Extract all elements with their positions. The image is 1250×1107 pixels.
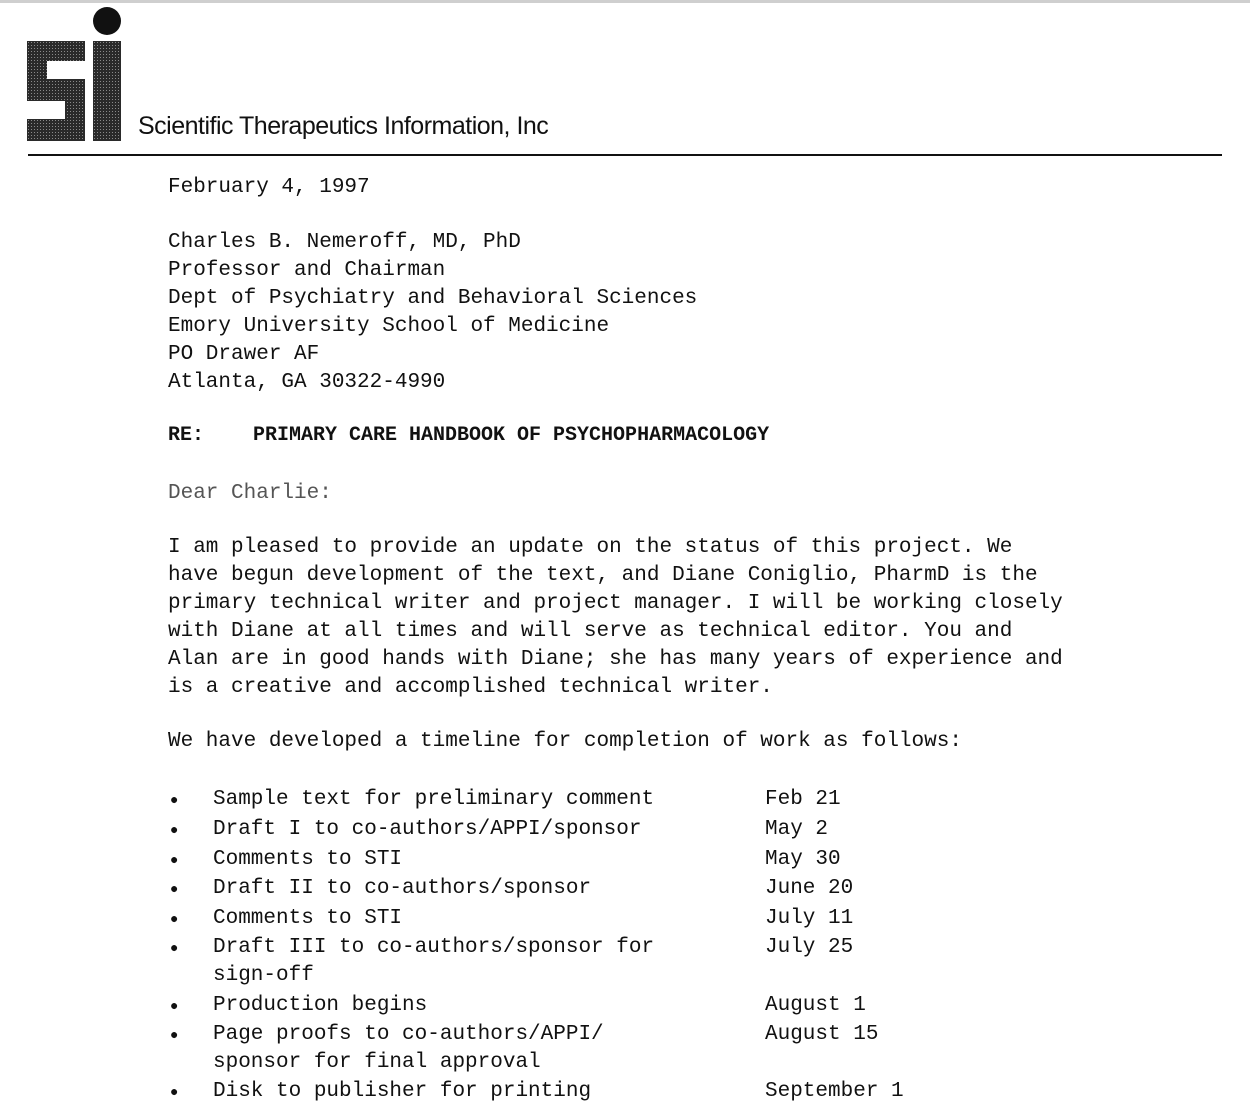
recipient-po-box: PO Drawer AF bbox=[168, 343, 320, 366]
letterhead-divider bbox=[28, 154, 1222, 156]
paragraph-line: I am pleased to provide an update on the status of this project. We bbox=[168, 536, 1013, 559]
recipient-institution: Emory University School of Medicine bbox=[168, 315, 610, 338]
timeline-task: Draft II to co-authors/sponsor bbox=[213, 877, 592, 900]
paragraph-line: with Diane at all times and will serve as technical editor. You and bbox=[168, 620, 1013, 643]
bullet-icon: ● bbox=[170, 853, 179, 869]
timeline-task: Page proofs to co-authors/APPI/ bbox=[213, 1023, 604, 1046]
timeline-task-continued: sign-off bbox=[213, 964, 314, 987]
bullet-icon: ● bbox=[170, 999, 179, 1015]
letter-date: February 4, 1997 bbox=[168, 176, 370, 199]
bullet-icon: ● bbox=[170, 793, 179, 809]
bullet-icon: ● bbox=[170, 882, 179, 898]
recipient-city-state-zip: Atlanta, GA 30322-4990 bbox=[168, 371, 446, 394]
timeline-date: May 30 bbox=[765, 848, 841, 871]
timeline-task: Comments to STI bbox=[213, 907, 403, 930]
paragraph-line: have begun development of the text, and Diane Coniglio, PharmD is the bbox=[168, 564, 1038, 587]
timeline-date: September 1 bbox=[765, 1080, 904, 1103]
timeline-intro: We have developed a timeline for completion of work as follows: bbox=[168, 730, 962, 753]
timeline-task: Disk to publisher for printing bbox=[213, 1080, 592, 1103]
recipient-department: Dept of Psychiatry and Behavioral Sciences bbox=[168, 287, 698, 310]
re-subject: PRIMARY CARE HANDBOOK OF PSYCHOPHARMACOLOGY bbox=[253, 424, 770, 447]
timeline-task: Comments to STI bbox=[213, 848, 403, 871]
sti-logo-icon bbox=[27, 5, 127, 141]
bullet-icon: ● bbox=[170, 1085, 179, 1101]
recipient-name: Charles B. Nemeroff, MD, PhD bbox=[168, 231, 521, 254]
salutation: Dear Charlie: bbox=[168, 482, 332, 505]
paragraph-line: Alan are in good hands with Diane; she has many years of experience and bbox=[168, 648, 1063, 671]
timeline-task: Draft I to co-authors/APPI/sponsor bbox=[213, 818, 642, 841]
timeline-date: June 20 bbox=[765, 877, 854, 900]
timeline-date: Feb 21 bbox=[765, 788, 841, 811]
timeline-task: Draft III to co-authors/sponsor for bbox=[213, 936, 655, 959]
recipient-title: Professor and Chairman bbox=[168, 259, 446, 282]
timeline-date: July 11 bbox=[765, 907, 854, 930]
timeline-task: Sample text for preliminary comment bbox=[213, 788, 655, 811]
timeline-date: July 25 bbox=[765, 936, 854, 959]
bullet-icon: ● bbox=[170, 912, 179, 928]
paragraph-line: primary technical writer and project manager. I will be working closely bbox=[168, 592, 1063, 615]
timeline-task-continued: sponsor for final approval bbox=[213, 1051, 541, 1074]
bullet-icon: ● bbox=[170, 941, 179, 957]
timeline-date: May 2 bbox=[765, 818, 829, 841]
bullet-icon: ● bbox=[170, 823, 179, 839]
timeline-task: Production begins bbox=[213, 994, 428, 1017]
page-top-edge bbox=[0, 0, 1250, 3]
timeline-date: August 15 bbox=[765, 1023, 879, 1046]
paragraph-line: is a creative and accomplished technical writer. bbox=[168, 676, 773, 699]
bullet-icon: ● bbox=[170, 1028, 179, 1044]
timeline-date: August 1 bbox=[765, 994, 866, 1017]
re-label: RE: bbox=[168, 424, 205, 447]
company-name: Scientific Therapeutics Information, Inc bbox=[138, 112, 549, 140]
